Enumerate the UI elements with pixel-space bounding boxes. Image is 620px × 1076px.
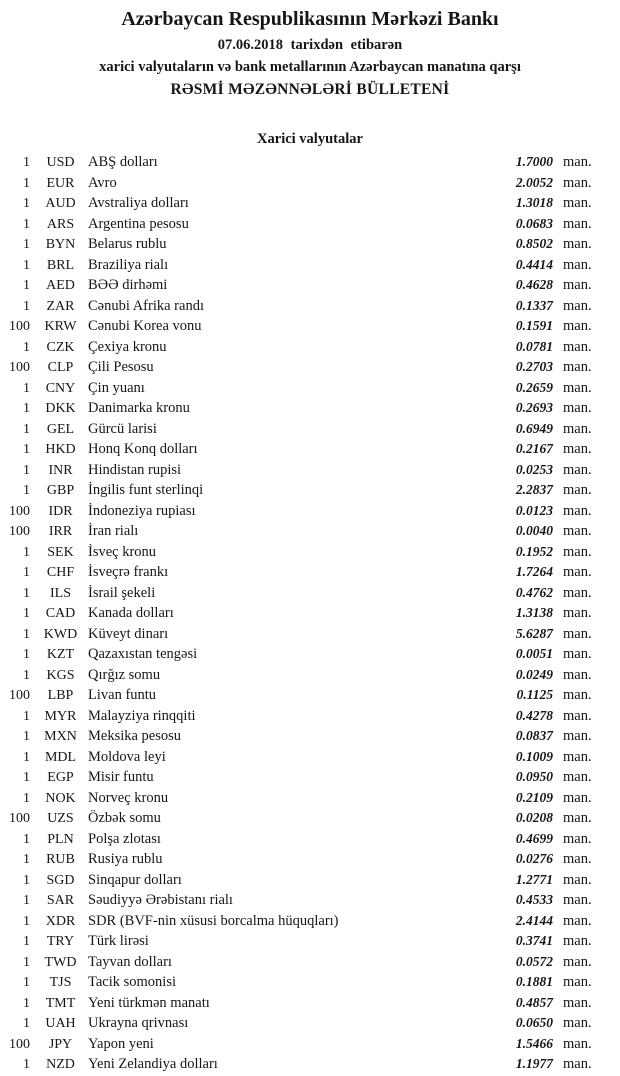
rate-value: 1.3138 — [515, 605, 553, 620]
currency-name: Qazaxıstan tengəsi — [88, 646, 198, 662]
unit-label: man. — [563, 502, 592, 519]
unit-label: man. — [563, 748, 592, 765]
currency-quantity: 100 — [9, 688, 30, 703]
currency-code: TRY — [46, 934, 75, 949]
unit-label: man. — [563, 646, 592, 662]
rate-value: 0.1337 — [515, 297, 553, 313]
currency-quantity: 1 — [23, 995, 30, 1011]
bulletin-subtitle: xarici valyutaların və bank metallarının Azərbaycan manatına qarşı — [99, 59, 521, 75]
currency-code: SEK — [47, 544, 74, 560]
rate-value: 0.2109 — [515, 789, 553, 805]
rate-value: 0.0051 — [515, 646, 553, 661]
currency-code: IDR — [48, 503, 73, 519]
rate-value: 0.1125 — [516, 687, 553, 702]
rate-value: 2.0052 — [515, 174, 553, 190]
currency-code: EGP — [47, 770, 74, 785]
currency-row — [0, 521, 620, 542]
currency-row — [0, 624, 620, 645]
currency-row — [0, 685, 620, 706]
unit-label: man. — [563, 154, 592, 170]
rate-value: 0.0572 — [515, 953, 553, 969]
rate-value: 0.4533 — [515, 892, 553, 907]
currency-code: CAD — [45, 606, 76, 621]
currency-name: Kanada dolları — [88, 605, 174, 621]
unit-label: man. — [563, 174, 592, 191]
currency-quantity: 1 — [23, 442, 30, 457]
rate-value: 0.0837 — [515, 728, 553, 743]
currency-quantity: 1 — [23, 237, 30, 252]
currency-code: MYR — [44, 708, 77, 724]
currency-row — [0, 993, 620, 1014]
unit-label: man. — [563, 912, 592, 929]
currency-quantity: 1 — [23, 175, 30, 191]
currency-row — [0, 829, 620, 850]
rate-value: 2.2837 — [515, 482, 553, 497]
currency-name: Özbək somu — [88, 810, 161, 826]
currency-name: Braziliya rialı — [88, 256, 169, 273]
currency-quantity: 1 — [23, 954, 30, 970]
unit-label: man. — [563, 256, 592, 273]
currency-quantity: 1 — [23, 606, 30, 621]
currency-row — [0, 480, 620, 501]
currency-name: Çin yuanı — [88, 379, 145, 396]
currency-code: MXN — [44, 729, 77, 744]
currency-quantity: 1 — [23, 421, 30, 437]
currency-quantity: 1 — [23, 401, 30, 416]
currency-name: ABŞ dolları — [88, 154, 158, 170]
currency-row — [0, 1034, 620, 1055]
currency-name: Argentina pesosu — [88, 215, 189, 232]
unit-label: man. — [563, 318, 592, 334]
unit-label: man. — [563, 666, 592, 683]
currency-name: Yeni türkmən manatı — [88, 994, 210, 1011]
currency-row — [0, 1013, 620, 1034]
bank-name: Azərbaycan Respublikasının Mərkəzi Bankı — [121, 8, 499, 30]
unit-label: man. — [563, 236, 592, 252]
currency-code: CZK — [46, 339, 75, 355]
currency-quantity: 1 — [23, 1016, 30, 1031]
currency-quantity: 1 — [23, 196, 30, 211]
unit-label: man. — [563, 1056, 592, 1072]
unit-label: man. — [563, 769, 592, 785]
rate-value: 0.1881 — [515, 974, 553, 989]
rate-value: 0.1952 — [515, 543, 553, 559]
rate-value: 0.0040 — [515, 523, 553, 538]
currency-code: KGS — [46, 667, 75, 683]
currency-row — [0, 890, 620, 911]
unit-label: man. — [563, 420, 592, 437]
unit-label: man. — [563, 1015, 592, 1031]
rate-value: 0.6949 — [515, 420, 553, 436]
currency-quantity: 1 — [23, 257, 30, 273]
currency-code: GBP — [46, 483, 75, 498]
currency-row — [0, 234, 620, 255]
rate-value: 0.2703 — [515, 359, 553, 374]
rate-value: 1.7264 — [515, 564, 553, 579]
currency-quantity: 100 — [9, 811, 30, 826]
currency-name: Yapon yeni — [88, 1035, 154, 1052]
currency-quantity: 1 — [23, 216, 30, 232]
currency-quantity: 1 — [23, 647, 30, 662]
currency-row — [0, 562, 620, 583]
currency-row — [0, 911, 620, 932]
currency-code: PLN — [47, 831, 74, 847]
currency-quantity: 1 — [23, 380, 30, 396]
rate-value: 0.4699 — [515, 830, 553, 846]
rate-value: 1.2771 — [515, 871, 553, 887]
currency-row — [0, 788, 620, 809]
rate-value: 0.1591 — [515, 318, 553, 333]
currency-quantity: 1 — [23, 298, 30, 314]
currency-name: Cənubi Korea vonu — [88, 318, 202, 334]
currency-quantity: 100 — [9, 319, 30, 334]
currency-quantity: 1 — [23, 729, 30, 744]
currency-code: CNY — [45, 380, 76, 396]
unit-label: man. — [563, 277, 592, 293]
unit-label: man. — [563, 605, 592, 621]
currency-row — [0, 931, 620, 952]
currency-name: Belarus rublu — [88, 236, 167, 252]
rate-value: 1.3018 — [515, 195, 553, 210]
currency-code: USD — [46, 155, 75, 170]
currency-name: Yeni Zelandiya dolları — [88, 1056, 218, 1072]
currency-name: Norveç kronu — [88, 789, 169, 806]
rate-value: 0.0123 — [515, 502, 553, 518]
currency-name: Türk lirəsi — [88, 933, 149, 949]
currency-quantity: 1 — [23, 483, 30, 498]
currency-name: Səudiyyə Ərəbistanı rialı — [88, 892, 233, 908]
currency-name: İran rialı — [88, 523, 139, 539]
currency-quantity: 1 — [23, 462, 30, 478]
currency-name: Avro — [88, 174, 117, 191]
currency-quantity: 100 — [9, 524, 30, 539]
currency-name: Honq Konq dolları — [88, 441, 198, 457]
rate-value: 0.0781 — [515, 338, 553, 354]
currency-quantity: 1 — [23, 770, 30, 785]
currency-row — [0, 275, 620, 296]
rate-value: 0.1009 — [515, 748, 553, 764]
rate-value: 0.0683 — [515, 215, 553, 231]
currency-row — [0, 501, 620, 522]
currency-name: Qırğız somu — [88, 666, 161, 683]
rate-value: 0.2693 — [515, 400, 553, 415]
unit-label: man. — [563, 625, 592, 642]
unit-label: man. — [563, 728, 592, 744]
rate-value: 0.4857 — [515, 994, 553, 1010]
currency-row — [0, 419, 620, 440]
currency-name: BƏƏ dirhəmi — [88, 277, 168, 293]
currency-quantity: 1 — [23, 934, 30, 949]
currency-code: KZT — [46, 647, 75, 662]
currency-quantity: 100 — [9, 503, 30, 519]
currency-code: JPY — [48, 1036, 73, 1052]
currency-quantity: 1 — [23, 831, 30, 847]
currency-row — [0, 747, 620, 768]
unit-label: man. — [563, 1035, 592, 1052]
currency-row — [0, 726, 620, 747]
currency-code: BYN — [45, 237, 76, 252]
currency-row — [0, 357, 620, 378]
currency-row — [0, 808, 620, 829]
currency-row — [0, 337, 620, 358]
rate-value: 2.4144 — [515, 912, 553, 928]
currency-code: HKD — [45, 442, 76, 457]
currency-code: AUD — [45, 196, 76, 211]
rate-value: 0.0650 — [515, 1015, 553, 1030]
currency-name: İsveç kronu — [88, 543, 157, 560]
currency-code: AED — [46, 278, 75, 293]
currency-name: Çexiya kronu — [88, 338, 167, 355]
unit-label: man. — [563, 441, 592, 457]
currency-code: LBP — [47, 688, 74, 703]
currency-row — [0, 644, 620, 665]
rate-value: 0.2167 — [515, 441, 553, 456]
currency-quantity: 1 — [23, 278, 30, 293]
rate-value: 5.6287 — [515, 625, 553, 641]
currency-name: Tacik somonisi — [88, 974, 176, 990]
currency-code: BRL — [46, 257, 75, 273]
currency-name: İsrail şekeli — [88, 584, 156, 601]
currency-quantity: 1 — [23, 975, 30, 990]
unit-label: man. — [563, 933, 592, 949]
unit-label: man. — [563, 974, 592, 990]
currency-quantity: 100 — [9, 360, 30, 375]
rate-value: 0.8502 — [515, 236, 553, 251]
unit-label: man. — [563, 297, 592, 314]
rate-value: 0.0950 — [515, 769, 553, 784]
currency-code: NOK — [45, 790, 76, 806]
currency-row — [0, 1054, 620, 1075]
currency-code: ZAR — [46, 298, 75, 314]
rate-value: 0.4278 — [515, 707, 553, 723]
rate-value: 0.4628 — [515, 277, 553, 292]
currency-code: SGD — [46, 872, 75, 888]
currency-name: Gürcü larisi — [88, 420, 157, 437]
currency-quantity: 1 — [23, 893, 30, 908]
currency-quantity: 1 — [23, 790, 30, 806]
currency-name: Malayziya rinqqiti — [88, 707, 196, 724]
currency-row — [0, 665, 620, 686]
unit-label: man. — [563, 400, 592, 416]
currency-quantity: 1 — [23, 708, 30, 724]
currency-name: Polşa zlotası — [88, 830, 161, 847]
currency-quantity: 1 — [23, 913, 30, 929]
currency-row — [0, 849, 620, 870]
currency-name: Çili Pesosu — [88, 359, 154, 375]
currency-quantity: 1 — [23, 667, 30, 683]
unit-label: man. — [563, 851, 592, 867]
rate-value: 0.4762 — [515, 584, 553, 600]
unit-label: man. — [563, 810, 592, 826]
currency-quantity: 1 — [23, 626, 30, 642]
currency-name: İsveçrə frankı — [88, 564, 169, 580]
currency-row — [0, 603, 620, 624]
currency-row — [0, 706, 620, 727]
currency-quantity: 1 — [23, 565, 30, 580]
unit-label: man. — [563, 564, 592, 580]
currency-code: IRR — [48, 524, 73, 539]
currency-code: RUB — [46, 852, 75, 867]
rate-value: 0.0253 — [515, 461, 553, 477]
currency-quantity: 1 — [23, 544, 30, 560]
rate-value: 1.7000 — [515, 154, 553, 169]
currency-row — [0, 870, 620, 891]
currency-name: Tayvan dolları — [88, 953, 172, 970]
currency-name: Meksika pesosu — [88, 728, 182, 744]
currency-code: SAR — [46, 893, 75, 908]
currency-name: İngilis funt sterlinqi — [88, 482, 204, 498]
currency-code: INR — [48, 462, 73, 478]
effective-date-line: 07.06.2018 tarixdən etibarən — [217, 37, 403, 53]
currency-row — [0, 152, 620, 173]
currency-row — [0, 460, 620, 481]
currency-name: Cənubi Afrika randı — [88, 297, 204, 314]
rate-value: 0.2659 — [515, 379, 553, 395]
currency-row — [0, 542, 620, 563]
currency-code: GEL — [46, 421, 75, 437]
unit-label: man. — [563, 338, 592, 355]
currency-name: Misir funtu — [88, 769, 154, 785]
currency-code: KRW — [44, 319, 77, 334]
unit-label: man. — [563, 482, 592, 498]
currency-row — [0, 952, 620, 973]
currency-row — [0, 214, 620, 235]
currency-code: NZD — [46, 1057, 75, 1072]
bulletin-title: RƏSMİ MƏZƏNNƏLƏRİ BÜLLETENİ — [170, 81, 450, 98]
currency-row — [0, 255, 620, 276]
currency-code: CLP — [47, 360, 74, 375]
currency-code: UAH — [45, 1016, 76, 1031]
currency-code: MDL — [44, 749, 77, 765]
rate-value: 0.0208 — [515, 810, 553, 825]
currency-name: Avstraliya dolları — [88, 195, 189, 211]
currency-code: TMT — [45, 995, 76, 1011]
unit-label: man. — [563, 543, 592, 560]
currency-name: SDR (BVF-nin xüsusi borcalma hüquqları) — [88, 912, 339, 929]
unit-label: man. — [563, 195, 592, 211]
currency-name: Moldova leyi — [88, 748, 166, 765]
currency-code: DKK — [45, 401, 76, 416]
currency-row — [0, 767, 620, 788]
currency-name: Danimarka kronu — [88, 400, 190, 416]
unit-label: man. — [563, 830, 592, 847]
currency-row — [0, 439, 620, 460]
rates-table — [0, 152, 620, 1075]
currency-row — [0, 296, 620, 317]
currency-code: CHF — [46, 565, 75, 580]
currency-name: Livan funtu — [88, 687, 157, 703]
currency-quantity: 1 — [23, 852, 30, 867]
currency-row — [0, 316, 620, 337]
currency-name: İndoneziya rupiası — [88, 502, 196, 519]
unit-label: man. — [563, 461, 592, 478]
currency-quantity: 1 — [23, 872, 30, 888]
unit-label: man. — [563, 523, 592, 539]
currency-quantity: 1 — [23, 585, 30, 601]
rate-value: 0.3741 — [515, 933, 553, 948]
currency-quantity: 1 — [23, 1057, 30, 1072]
unit-label: man. — [563, 359, 592, 375]
currency-name: Sinqapur dolları — [88, 871, 182, 888]
unit-label: man. — [563, 584, 592, 601]
currency-row — [0, 972, 620, 993]
currency-quantity: 1 — [23, 155, 30, 170]
currency-code: TJS — [49, 975, 72, 990]
unit-label: man. — [563, 994, 592, 1011]
currency-quantity: 1 — [23, 749, 30, 765]
rate-value: 1.5466 — [515, 1035, 553, 1051]
currency-code: UZS — [47, 811, 74, 826]
currency-quantity: 100 — [9, 1036, 30, 1052]
currency-code: EUR — [46, 175, 75, 191]
rate-value: 0.0249 — [515, 666, 553, 682]
unit-label: man. — [563, 687, 592, 703]
document-header — [0, 0, 620, 99]
unit-label: man. — [563, 871, 592, 888]
currency-name: Küveyt dinarı — [88, 625, 169, 642]
currency-code: ARS — [46, 216, 75, 232]
unit-label: man. — [563, 789, 592, 806]
currency-row — [0, 193, 620, 214]
currency-code: ILS — [50, 585, 71, 601]
currency-code: XDR — [45, 913, 76, 929]
unit-label: man. — [563, 707, 592, 724]
currency-quantity: 1 — [23, 339, 30, 355]
currency-row — [0, 583, 620, 604]
currency-row — [0, 378, 620, 399]
section-title-foreign-currencies: Xarici valyutalar — [257, 131, 363, 147]
currency-code: KWD — [43, 626, 78, 642]
currency-name: Rusiya rublu — [88, 851, 163, 867]
rate-value: 0.4414 — [515, 256, 553, 272]
currency-code: TWD — [44, 954, 77, 970]
rate-value: 0.0276 — [515, 851, 553, 866]
currency-row — [0, 398, 620, 419]
unit-label: man. — [563, 215, 592, 232]
unit-label: man. — [563, 892, 592, 908]
unit-label: man. — [563, 953, 592, 970]
currency-name: Hindistan rupisi — [88, 461, 182, 478]
unit-label: man. — [563, 379, 592, 396]
currency-row — [0, 173, 620, 194]
rate-value: 1.1977 — [515, 1056, 553, 1071]
currency-name: Ukrayna qrivnası — [88, 1015, 189, 1031]
